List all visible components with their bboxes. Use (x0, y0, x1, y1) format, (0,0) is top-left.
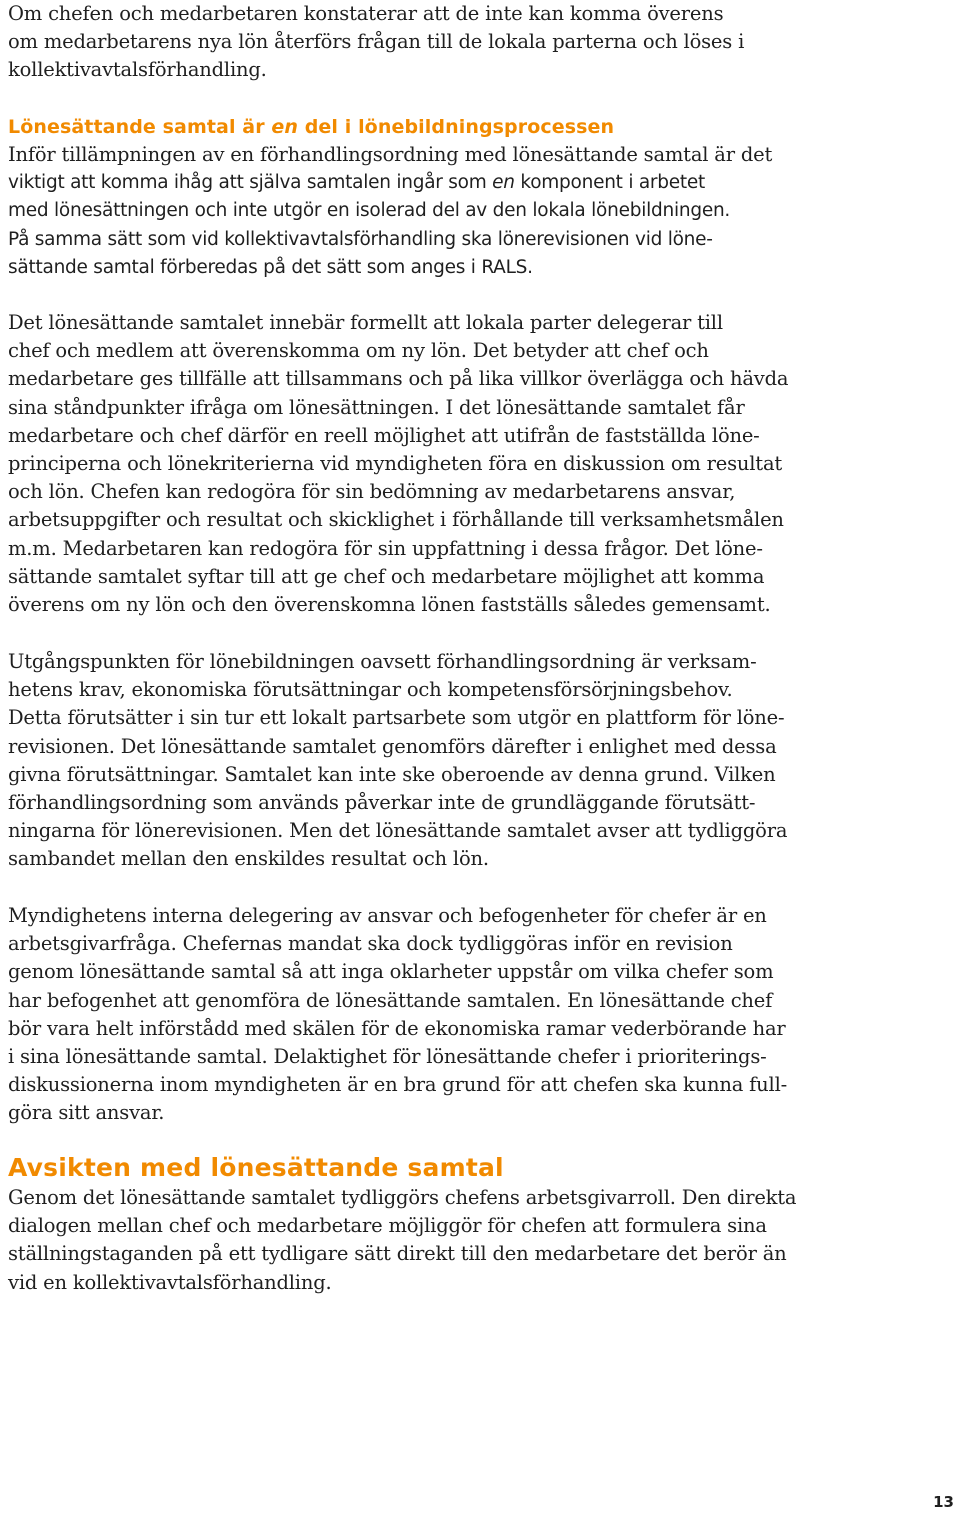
text-emphasis: en (492, 172, 515, 194)
paragraph-2 (8, 309, 788, 619)
text-line: arbetsgivarfråga. Chefernas mandat ska dock tydliggöras inför en revision (8, 932, 733, 956)
text-line: medarbetare ges tillfälle att tillsammans och på lika villkor överlägga och hävda (8, 367, 789, 391)
text-line: ningarna för lönerevisionen. Men det lönesättande samtalet avser att tydliggöra (8, 819, 788, 843)
text-line: givna förutsättningar. Samtalet kan inte ske oberoende av denna grund. Vilken (8, 762, 776, 786)
text-line: kollektivavtalsförhandling. (8, 58, 267, 82)
text-line: om medarbetarens nya lön återförs frågan till de lokala parterna och löses i (8, 30, 745, 54)
text-line: förhandlingsordning som används påverkar inte de grundläggande förutsätt- (8, 791, 756, 815)
text-line: chef och medlem att överenskomma om ny lön. Det betyder att chef och (8, 339, 709, 363)
text-line: har befogenhet att genomföra de lönesättande samtalen. En lönesättande chef (8, 988, 773, 1012)
text-line: sättande samtal förberedas på det sätt som anges i RALS. (8, 256, 533, 278)
paragraph-4 (8, 902, 787, 1128)
text-line: Myndighetens interna delegering av ansvar och befogenheter för chefer är en (8, 904, 767, 927)
heading-text-emphasis: en (271, 116, 299, 138)
text-line: hetens krav, ekonomiska förutsättningar och kompetensförsörjningsbehov. (8, 678, 733, 702)
text-line: och lön. Chefen kan redogöra för sin bedömning av medarbetarens ansvar, (8, 480, 736, 504)
text-segment: komponent i arbetet (514, 172, 706, 194)
text-line: m.m. Medarbetaren kan redogöra för sin uppfattning i dessa frågor. Det löne- (8, 536, 763, 560)
text-line: arbetsuppgifter och resultat och skicklighet i förhållande till verksamhetsmålen (8, 508, 784, 532)
page-number: 13 (933, 1493, 954, 1511)
text-line: medarbetare och chef därför en reell möjlighet att utifrån de fastställda löne- (8, 423, 760, 447)
paragraph-1 (8, 141, 772, 282)
text-line: revisionen. Det lönesättande samtalet genomförs därefter i enlighet med dessa (8, 734, 777, 758)
text-line: bör vara helt införstådd med skälen för de ekonomiska ramar vederbörande har (8, 1016, 786, 1040)
text-line: sambandet mellan den enskildes resultat och lön. (8, 847, 489, 871)
text-line: På samma sätt som vid kollektivavtalsförhandling ska lönerevisionen vid löne- (8, 228, 713, 250)
text-segment: viktigt att komma ihåg att själva samtalen ingår som (8, 172, 493, 194)
paragraph-5 (8, 1184, 796, 1297)
text-line: Det lönesättande samtalet innebär formellt att lokala parter delegerar till (8, 311, 723, 334)
section-heading (8, 114, 614, 140)
text-line: sina ståndpunkter ifråga om lönesättningen. I det lönesättande samtalet får (8, 395, 745, 419)
section-heading-2: Avsikten med lönesättande samtal (8, 1153, 504, 1182)
text-line: Utgångspunkten för lönebildningen oavsett förhandlingsordning är verksam- (8, 650, 757, 673)
text-line: göra sitt ansvar. (8, 1101, 165, 1125)
text-line: genom lönesättande samtal så att inga oklarheter uppstår om vilka chefer som (8, 960, 774, 984)
text-line: Om chefen och medarbetaren konstaterar att de inte kan komma överens (8, 2, 724, 25)
text-line: vid en kollektivavtalsförhandling. (8, 1270, 332, 1294)
text-line (8, 169, 772, 197)
text-line: principerna och lönekriterierna vid myndigheten föra en diskussion om resultat (8, 452, 783, 476)
heading-text-end: del i lönebildningsprocessen (298, 116, 615, 138)
text-line: med lönesättningen och inte utgör en isolerad del av den lokala lönebildningen. (8, 200, 731, 222)
text-line: ställningstaganden på ett tydligare sätt direkt till den medarbetare det berör än (8, 1242, 787, 1266)
text-line: Genom det lönesättande samtalet tydliggörs chefens arbetsgivarroll. Den direkta (8, 1186, 797, 1209)
text-line: i sina lönesättande samtal. Delaktighet för lönesättande chefer i prioriterings- (8, 1045, 767, 1069)
text-line: sättande samtalet syftar till att ge chef och medarbetare möjlighet att komma (8, 564, 765, 588)
paragraph-3 (8, 648, 787, 874)
heading-text-start: Lönesättande samtal är (8, 116, 272, 138)
text-line: dialogen mellan chef och medarbetare möjliggör för chefen att formulera sina (8, 1214, 767, 1238)
text-line: överens om ny lön och den överenskomna lönen fastställs således gemensamt. (8, 593, 771, 617)
text-line: diskussionerna inom myndigheten är en bra grund för att chefen ska kunna full- (8, 1073, 788, 1097)
text-line: Inför tillämpningen av en förhandlingsordning med lönesättande samtal är det (8, 143, 773, 166)
intro-paragraph (8, 0, 744, 85)
text-line: Detta förutsätter i sin tur ett lokalt partsarbete som utgör en plattform för löne- (8, 706, 785, 730)
